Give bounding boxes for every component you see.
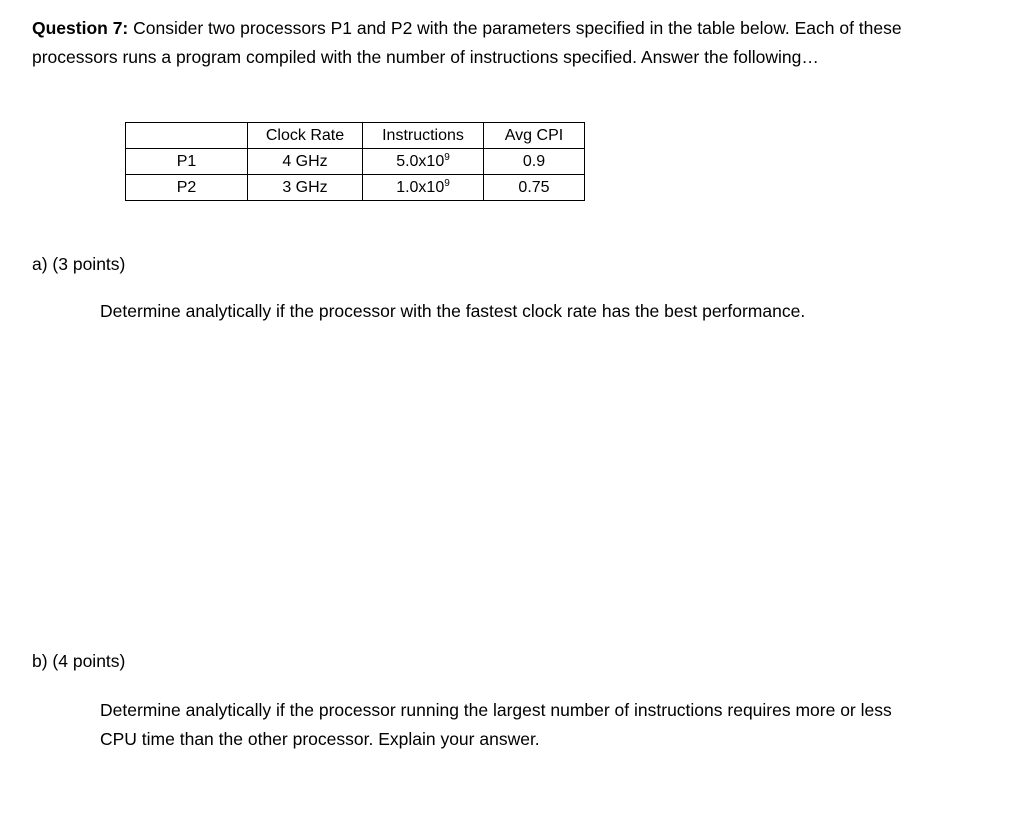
instructions-exponent: 9 <box>444 177 450 189</box>
processor-parameters-table <box>125 122 585 201</box>
header-cell-avg-cpi: Avg CPI <box>484 123 585 149</box>
question-label: Question 7: <box>32 18 129 38</box>
table-row <box>126 175 585 201</box>
instructions-exponent: 9 <box>444 151 450 163</box>
question-text: Consider two processors P1 and P2 with the parameters specified in the table below. Each of these processors runs a program compiled with the number of instructions specified. Answer the following… <box>32 18 902 67</box>
processor-name-cell: P2 <box>126 175 248 201</box>
instructions-base: 5.0x10 <box>396 152 445 170</box>
question-intro <box>32 14 932 72</box>
header-cell-clock-rate: Clock Rate <box>248 123 363 149</box>
table-header-row <box>126 123 585 149</box>
instructions-cell <box>363 149 484 175</box>
part-a-text: Determine analytically if the processor with the fastest clock rate has the best performance. <box>100 301 806 321</box>
clock-rate-cell: 4 GHz <box>248 149 363 175</box>
part-b-label: b) (4 points) <box>32 651 126 671</box>
header-cell-instructions: Instructions <box>363 123 484 149</box>
avg-cpi-cell: 0.75 <box>484 175 585 201</box>
instructions-base: 1.0x10 <box>396 178 445 196</box>
clock-rate-cell: 3 GHz <box>248 175 363 201</box>
part-b-text: Determine analytically if the processor running the largest number of instructions requires more or less CPU time than the other processor. Explain your answer. <box>100 700 892 749</box>
table-row <box>126 149 585 175</box>
part-a-label: a) (3 points) <box>32 254 126 274</box>
processor-name-cell: P1 <box>126 149 248 175</box>
instructions-cell <box>363 175 484 201</box>
avg-cpi-cell: 0.9 <box>484 149 585 175</box>
header-cell-blank <box>126 123 248 149</box>
